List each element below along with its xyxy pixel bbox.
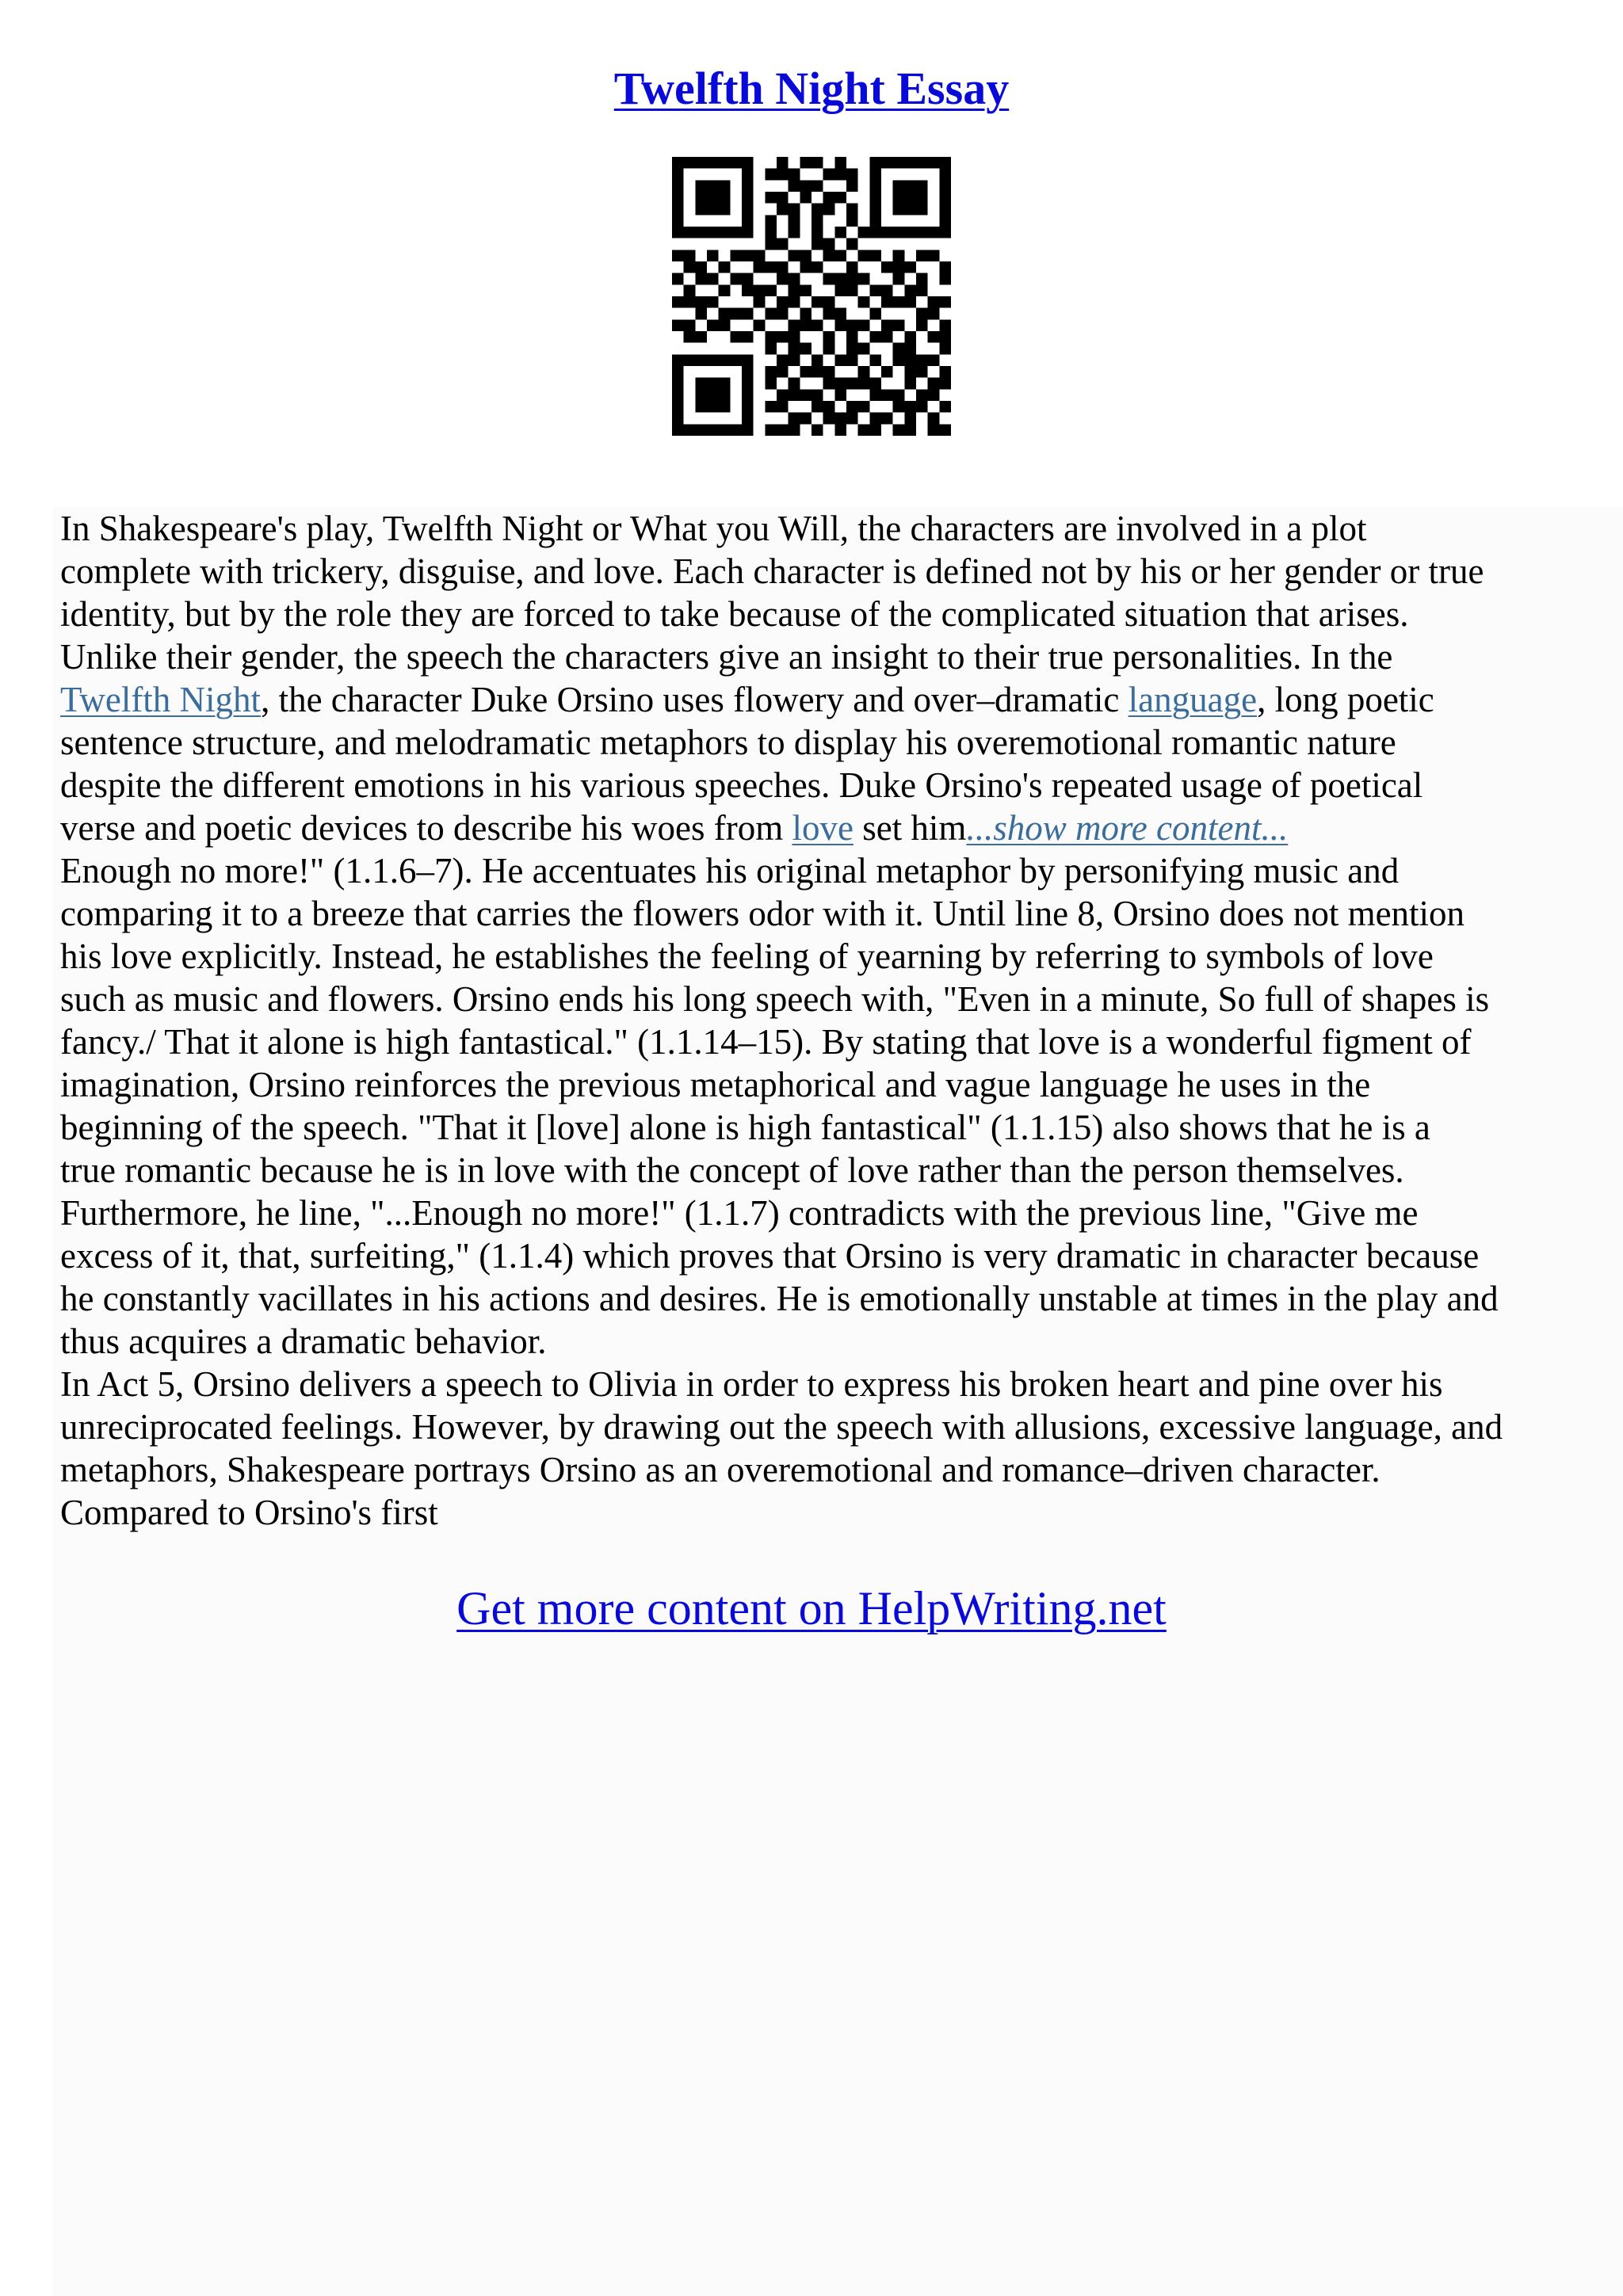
page-title bbox=[0, 57, 1623, 120]
essay-text: identity, but by the role they are forced to take because of the complicated situation that arises. bbox=[60, 594, 1409, 634]
essay-text: verse and poetic devices to describe his woes from bbox=[60, 808, 792, 848]
essay-text: excess of it, that, surfeiting," (1.1.4) which proves that Orsino is very dramatic in character because bbox=[60, 1236, 1480, 1276]
essay-text: comparing it to a breeze that carries the flowers odor with it. Until line 8, Orsino does not mention bbox=[60, 894, 1465, 933]
essay-line bbox=[60, 1234, 1566, 1277]
essay-line bbox=[60, 764, 1566, 807]
essay-text: In Shakespeare's play, Twelfth Night or What you Will, the characters are involved in a plot bbox=[60, 509, 1367, 548]
essay-text: metaphors, Shakespeare portrays Orsino as an overemotional and romance–driven character. bbox=[60, 1450, 1381, 1489]
essay-body bbox=[60, 507, 1566, 1534]
essay-line bbox=[60, 1106, 1566, 1149]
essay-text: such as music and flowers. Orsino ends his long speech with, "Even in a minute, So full of shapes is bbox=[60, 979, 1490, 1019]
essay-text: Compared to Orsino's first bbox=[60, 1493, 438, 1532]
essay-text: his love explicitly. Instead, he establishes the feeling of yearning by referring to symbols of love bbox=[60, 936, 1434, 976]
essay-line bbox=[60, 1063, 1566, 1106]
essay-text: set him bbox=[853, 808, 967, 848]
essay-line bbox=[60, 892, 1566, 935]
essay-text: , the character Duke Orsino uses flowery and over–dramatic bbox=[261, 680, 1128, 719]
get-more-content-link[interactable]: Get more content on HelpWriting.net bbox=[456, 1582, 1167, 1634]
essay-text: Furthermore, he line, "...Enough no more!" (1.1.7) contradicts with the previous line, "Give me bbox=[60, 1193, 1419, 1233]
essay-line bbox=[60, 635, 1566, 678]
essay-line bbox=[60, 678, 1566, 721]
essay-line bbox=[60, 1320, 1566, 1363]
essay-text: he constantly vacillates in his actions and desires. He is emotionally unstable at times in the play and bbox=[60, 1279, 1499, 1318]
essay-line bbox=[60, 935, 1566, 978]
essay-line bbox=[60, 849, 1566, 892]
essay-text: unreciprocated feelings. However, by drawing out the speech with allusions, excessive language, and bbox=[60, 1407, 1503, 1447]
essay-text: Enough no more!" (1.1.6–7). He accentuates his original metaphor by personifying music and bbox=[60, 851, 1400, 891]
title-link[interactable]: Twelfth Night Essay bbox=[613, 63, 1010, 114]
qr-code bbox=[672, 157, 951, 436]
essay-line bbox=[60, 1149, 1566, 1192]
essay-line bbox=[60, 1448, 1566, 1491]
essay-text: thus acquires a dramatic behavior. bbox=[60, 1322, 547, 1361]
essay-line bbox=[60, 1192, 1566, 1234]
essay-text: In Act 5, Orsino delivers a speech to Olivia in order to express his broken heart and pine over his bbox=[60, 1364, 1443, 1404]
inline-link[interactable]: language bbox=[1128, 680, 1258, 719]
essay-line bbox=[60, 1363, 1566, 1405]
essay-line bbox=[60, 507, 1566, 550]
essay-text: complete with trickery, disguise, and love. Each character is defined not by his or her gender or true bbox=[60, 551, 1484, 591]
show-more-content-link[interactable]: ...show more content... bbox=[966, 808, 1289, 848]
essay-line bbox=[60, 550, 1566, 593]
essay-text: true romantic because he is in love with the concept of love rather than the person themselves. bbox=[60, 1150, 1404, 1190]
essay-line bbox=[60, 807, 1566, 849]
essay-text: despite the different emotions in his various speeches. Duke Orsino's repeated usage of poetical bbox=[60, 765, 1423, 805]
essay-text: fancy./ That it alone is high fantastical." (1.1.14–15). By stating that love is a wonderful figment of bbox=[60, 1022, 1472, 1062]
essay-text: beginning of the speech. "That it [love] alone is high fantastical" (1.1.15) also shows that he is a bbox=[60, 1108, 1430, 1147]
essay-text: , long poetic bbox=[1257, 680, 1434, 719]
inline-link[interactable]: love bbox=[792, 808, 854, 848]
qr-code-icon bbox=[672, 157, 951, 436]
inline-link[interactable]: Twelfth Night bbox=[60, 680, 262, 719]
essay-line bbox=[60, 1491, 1566, 1534]
essay-text: imagination, Orsino reinforces the previous metaphorical and vague language he uses in the bbox=[60, 1065, 1371, 1104]
essay-text: sentence structure, and melodramatic metaphors to display his overemotional romantic nature bbox=[60, 723, 1396, 762]
essay-line bbox=[60, 593, 1566, 635]
essay-line bbox=[60, 721, 1566, 764]
essay-line bbox=[60, 1020, 1566, 1063]
essay-text: Unlike their gender, the speech the characters give an insight to their true personalities. In the bbox=[60, 637, 1393, 677]
essay-line bbox=[60, 1277, 1566, 1320]
essay-line bbox=[60, 978, 1566, 1020]
footer bbox=[0, 1577, 1623, 1640]
essay-line bbox=[60, 1405, 1566, 1448]
